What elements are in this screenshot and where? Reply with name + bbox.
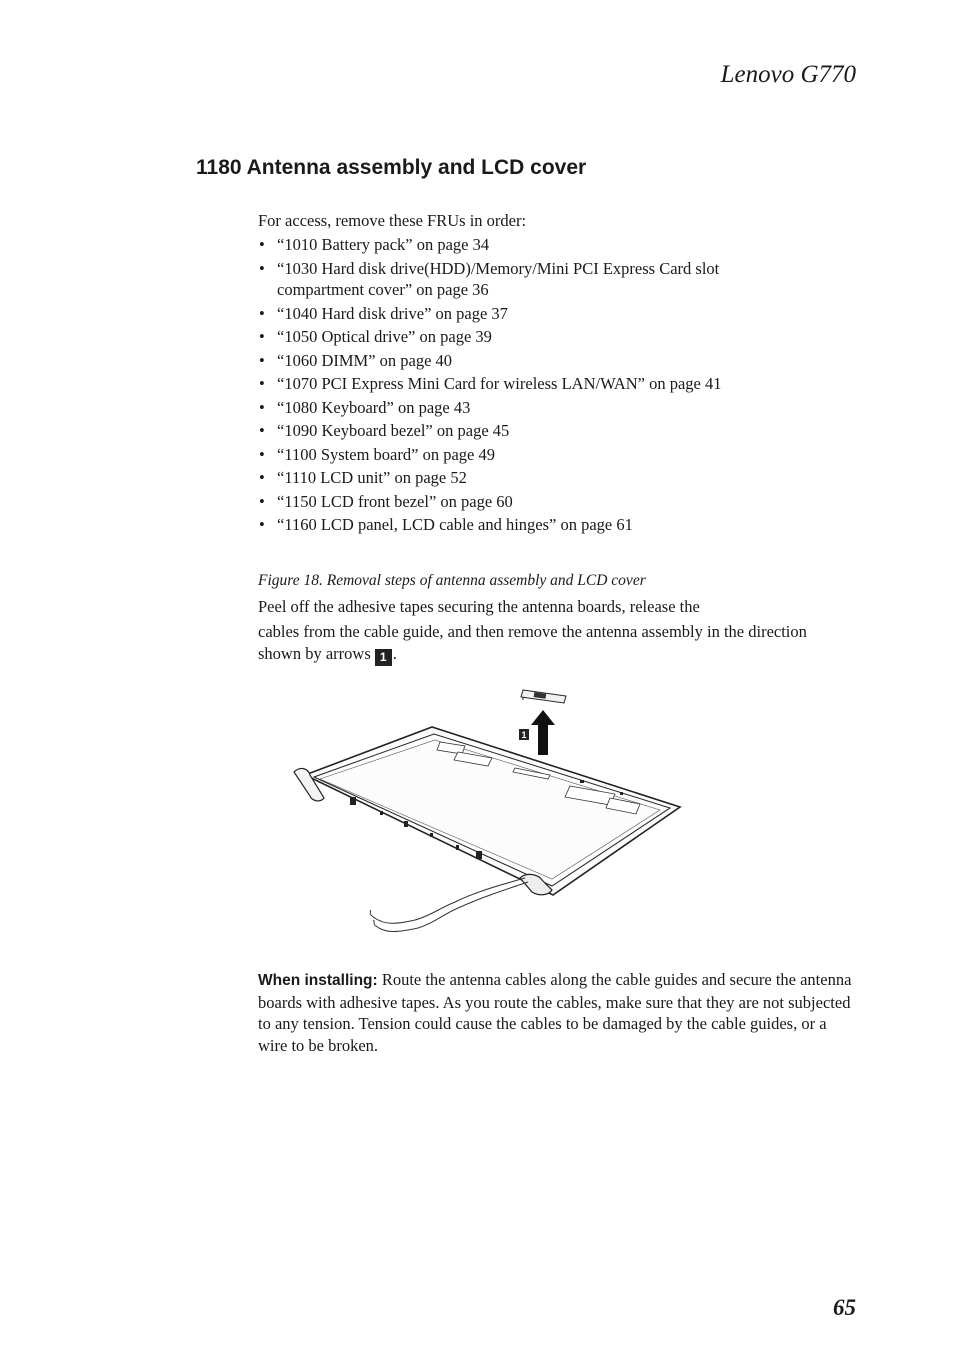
bullet: • bbox=[259, 374, 265, 393]
list-item bbox=[258, 303, 838, 325]
list-item bbox=[258, 444, 838, 466]
list-item bbox=[258, 420, 838, 442]
antenna-cables bbox=[370, 878, 528, 932]
document-header-model: Lenovo G770 bbox=[720, 61, 856, 88]
bullet: • bbox=[259, 350, 265, 370]
list-item bbox=[258, 350, 838, 372]
list-item-text: “1100 System board” on page 49 bbox=[277, 444, 495, 464]
list-item bbox=[258, 397, 838, 419]
bullet: • bbox=[259, 235, 265, 254]
bullet: • bbox=[259, 258, 265, 278]
bullet: • bbox=[259, 515, 265, 534]
lcd-cover-drawing bbox=[280, 680, 700, 950]
removal-text-end: . bbox=[392, 644, 397, 663]
list-item-text: “1070 PCI Express Mini Card for wireless LAN/WAN” on page 41 bbox=[277, 374, 722, 393]
step-marker-inline: 1 bbox=[375, 649, 392, 666]
list-item bbox=[258, 234, 838, 256]
removal-text-line1: Peel off the adhesive tapes securing the antenna boards, release the bbox=[258, 597, 700, 616]
list-item-text: “1030 Hard disk drive(HDD)/Memory/Mini PCI Express Card slot bbox=[277, 258, 720, 278]
step-marker-figure bbox=[519, 729, 529, 740]
list-item bbox=[258, 467, 838, 489]
install-note bbox=[258, 969, 858, 1056]
lcd-cover-illustration bbox=[280, 680, 700, 950]
step-marker-figure-label: 1 bbox=[521, 730, 527, 740]
list-item-text: “1080 Keyboard” on page 43 bbox=[277, 397, 471, 417]
list-item-text: “1010 Battery pack” on page 34 bbox=[277, 235, 490, 254]
bullet: • bbox=[259, 303, 265, 323]
list-item bbox=[258, 326, 838, 348]
install-note-text: Route the antenna cables along the cable guides and secure the antenna boards with adhesive tapes. As you route the cables, make sure that they are not subjected to any tension. Tension could cause the cables to be damaged by the cable guides, or a wire to be broken. bbox=[258, 970, 852, 1055]
intro-text: For access, remove these FRUs in order: bbox=[258, 211, 527, 230]
list-item bbox=[258, 491, 838, 513]
section-title: 1180 Antenna assembly and LCD cover bbox=[196, 156, 587, 179]
figure-caption: Figure 18. Removal steps of antenna assembly and LCD cover bbox=[258, 572, 646, 589]
page-number: 65 bbox=[833, 1295, 856, 1320]
bullet: • bbox=[259, 421, 265, 440]
list-item-text: “1040 Hard disk drive” on page 37 bbox=[277, 303, 508, 323]
list-item bbox=[258, 373, 838, 395]
bullet: • bbox=[259, 444, 265, 464]
list-item-text: “1060 DIMM” on page 40 bbox=[277, 350, 453, 370]
list-item bbox=[258, 258, 838, 301]
bullet: • bbox=[259, 468, 265, 487]
removal-text-line2: cables from the cable guide, and then remove the antenna assembly in the direction shown by arrows bbox=[258, 621, 807, 663]
removal-arrow-icon bbox=[531, 710, 555, 755]
list-item-text: “1150 LCD front bezel” on page 60 bbox=[277, 491, 513, 511]
fru-list bbox=[258, 234, 838, 538]
list-item-text: “1110 LCD unit” on page 52 bbox=[277, 468, 467, 487]
bullet: • bbox=[259, 491, 265, 511]
bullet: • bbox=[259, 327, 265, 346]
list-item-text-continued: compartment cover” on page 36 bbox=[277, 280, 489, 299]
bullet: • bbox=[259, 397, 265, 417]
list-item-text: “1160 LCD panel, LCD cable and hinges” on page 61 bbox=[277, 515, 633, 534]
install-note-lead: When installing: bbox=[258, 972, 378, 989]
list-item-text: “1090 Keyboard bezel” on page 45 bbox=[277, 421, 510, 440]
removal-instructions bbox=[258, 596, 838, 666]
list-item-text: “1050 Optical drive” on page 39 bbox=[277, 327, 492, 346]
list-item bbox=[258, 514, 838, 536]
antenna-board-icon bbox=[521, 690, 566, 703]
